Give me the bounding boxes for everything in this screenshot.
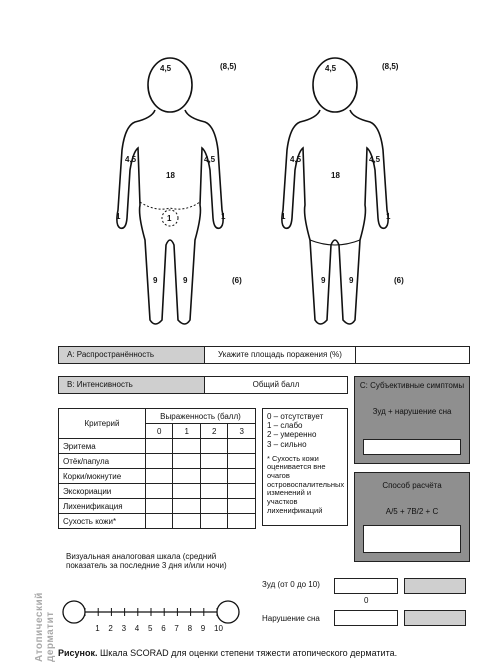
criterion-label: Корки/мокнутие	[59, 469, 146, 484]
criterion-label: Сухость кожи*	[59, 514, 146, 529]
body-diagram	[100, 40, 480, 340]
legend-line: 1 – слабо	[267, 421, 303, 431]
criteria-header: Критерий	[59, 409, 146, 439]
score-cell[interactable]	[173, 439, 200, 454]
table-row	[59, 484, 256, 499]
score-cell[interactable]	[146, 484, 173, 499]
itch-zero-label: 0	[364, 596, 369, 605]
side-label: Атопический дерматит	[34, 592, 56, 662]
legend-note: * Сухость кожи оцениваетcя вне очагов островоспалительных изменений и участков лихенификаций	[267, 453, 345, 515]
score-cell[interactable]	[146, 499, 173, 514]
total-score-label: Общий балл	[252, 380, 300, 389]
section-c-title: C: Субъективные симптомы	[359, 381, 465, 390]
score-cell[interactable]	[228, 484, 256, 499]
area-label: Укажите площадь поражения (%)	[205, 347, 356, 363]
body-outline-svg	[100, 40, 480, 340]
severity-header: Выраженность (балл)	[146, 409, 256, 424]
score-cell[interactable]	[146, 454, 173, 469]
vas-tick-label: 9	[200, 624, 206, 633]
back-leg-right-value: 9	[349, 276, 354, 285]
score-cell[interactable]	[228, 454, 256, 469]
legend-line: 2 – умеренно	[267, 430, 317, 440]
back-arm-right-value: 4,5	[369, 155, 381, 164]
criterion-label: Отёк/папула	[59, 454, 146, 469]
sleep-label: Нарушение сна	[262, 614, 320, 623]
score-cell[interactable]	[228, 439, 256, 454]
caption-text: Шкала SCORAD для оценки степени тяжести атопического дерматита.	[97, 648, 398, 658]
score-cell[interactable]	[146, 469, 173, 484]
back-head-value: 4,5	[325, 64, 337, 73]
section-b-row	[58, 376, 348, 394]
formula-result-input[interactable]	[363, 525, 461, 553]
back-head-total: (8,5)	[382, 62, 399, 71]
section-a-label: A: Распространённость	[59, 347, 205, 363]
section-c-box	[354, 376, 470, 464]
section-a-row	[58, 346, 470, 364]
vas-scale-svg	[62, 598, 252, 634]
back-legs-total: (6)	[394, 276, 404, 285]
score-cell[interactable]	[173, 514, 200, 529]
back-hand-right-value: 1	[386, 212, 391, 221]
front-arm-right-value: 4,5	[204, 155, 216, 164]
score-header: 3	[228, 424, 256, 439]
vas-start-circle	[63, 601, 85, 623]
legend-line: 0 – отсутствует	[267, 412, 324, 421]
itch-input[interactable]	[334, 578, 398, 594]
back-arm-left-value: 4,5	[290, 155, 302, 164]
itch-score-box	[404, 578, 466, 594]
score-cell[interactable]	[200, 484, 227, 499]
score-header: 1	[173, 424, 200, 439]
score-cell[interactable]	[200, 469, 227, 484]
criterion-label: Лихенификация	[59, 499, 146, 514]
criterion-label: Экскориации	[59, 484, 146, 499]
legend-line: 3 – сильно	[267, 439, 307, 449]
vas-title: Визуальная аналоговая шкала (средний показатель за последние 3 дня и/или ночи)	[66, 552, 227, 571]
front-hand-right-value: 1	[221, 212, 226, 221]
front-head-total: (8,5)	[220, 62, 237, 71]
sleep-score-box	[404, 610, 466, 626]
front-genital-value: 1	[167, 214, 172, 223]
criterion-label: Эритема	[59, 439, 146, 454]
vas-tick-label: 1	[95, 624, 100, 633]
score-header: 2	[200, 424, 227, 439]
table-row	[59, 469, 256, 484]
vas-end-circle	[217, 601, 239, 623]
front-hand-left-value: 1	[116, 212, 121, 221]
score-header: 0	[146, 424, 173, 439]
table-row	[59, 439, 256, 454]
score-cell[interactable]	[228, 499, 256, 514]
front-trunk-value: 18	[166, 171, 175, 180]
vas-tick-label: 10	[214, 624, 223, 633]
table-row	[59, 514, 256, 529]
section-c-input[interactable]	[363, 439, 461, 455]
front-leg-right-value: 9	[183, 276, 188, 285]
front-legs-total: (6)	[232, 276, 242, 285]
score-cell[interactable]	[228, 514, 256, 529]
caption	[58, 648, 397, 658]
score-cell[interactable]	[200, 514, 227, 529]
back-hand-left-value: 1	[281, 212, 286, 221]
back-trunk-value: 18	[331, 171, 340, 180]
vas-tick-label: 7	[174, 624, 179, 633]
score-cell[interactable]	[173, 484, 200, 499]
section-b-label: B: Интенсивность	[59, 377, 205, 393]
back-leg-left-value: 9	[321, 276, 326, 285]
front-arm-left-value: 4,5	[125, 155, 137, 164]
score-cell[interactable]	[228, 469, 256, 484]
table-row	[59, 454, 256, 469]
vas-tick-label: 6	[161, 624, 166, 633]
score-cell[interactable]	[200, 499, 227, 514]
formula-title: Способ расчёта	[382, 481, 442, 490]
legend-box	[262, 408, 348, 526]
vas-scale[interactable]	[62, 598, 252, 634]
front-leg-left-value: 9	[153, 276, 158, 285]
score-cell[interactable]	[173, 469, 200, 484]
formula-box	[354, 472, 470, 562]
vas-tick-label: 2	[108, 624, 113, 633]
formula-expression: A/5 + 7B/2 + C	[385, 507, 439, 516]
score-cell[interactable]	[200, 439, 227, 454]
score-cell[interactable]	[200, 454, 227, 469]
caption-bold: Рисунок.	[58, 648, 98, 658]
score-cell[interactable]	[146, 514, 173, 529]
score-cell[interactable]	[173, 499, 200, 514]
vas-tick-label: 4	[134, 624, 140, 633]
section-c-subtitle: Зуд + нарушение сна	[372, 407, 452, 416]
table-row	[59, 499, 256, 514]
score-cell[interactable]	[146, 439, 173, 454]
criteria-table	[58, 408, 256, 529]
area-input[interactable]	[356, 347, 469, 363]
sleep-input[interactable]	[334, 610, 398, 626]
itch-label: Зуд (от 0 до 10)	[262, 580, 320, 589]
vas-tick-label: 8	[187, 624, 193, 633]
vas-tick-label: 5	[148, 624, 153, 633]
front-head-value: 4,5	[160, 64, 172, 73]
score-cell[interactable]	[173, 454, 200, 469]
vas-tick-label: 3	[121, 624, 127, 633]
